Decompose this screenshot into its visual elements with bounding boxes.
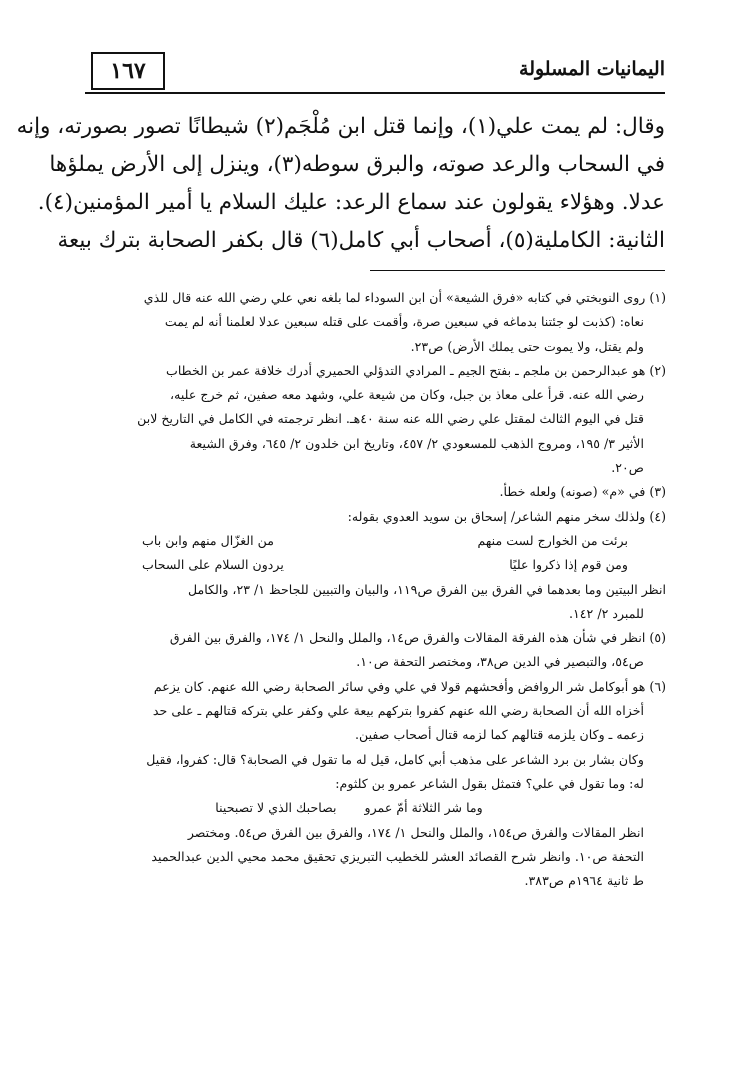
main-line: الثانية: الكاملية(٥)، أصحاب أبي كامل(٦) قال بكفر الصحابة بترك بيعة — [57, 228, 665, 253]
running-title: اليمانيات المسلولة — [519, 58, 665, 80]
footnote-line: قتل في اليوم الثالث لمقتل علي رضي الله عنه سنة ٤٠هـ. انظر ترجمته في الكامل في التاريخ لابن — [137, 411, 644, 427]
main-line: وقال: لم يمت علي(١)، وإنما قتل ابن مُلْجَم(٢) شيطانًا تصور بصورته، وإنه — [16, 114, 665, 139]
footnote-line: انظر البيتين وما بعدهما في الفرق بين الفرق ص١١٩، والبيان والتبيين للجاحظ ١/ ٢٣، والكامل — [187, 581, 666, 597]
footnote-line: نعاه: (كذبت لو جئتنا بدماغه في سبعين صرة، وأقمت على قتله سبعين عدلا لعلمنا أنه لم يمت — [164, 314, 644, 330]
footnote-line: (٥) انظر في شأن هذه الفرقة المقالات والفرق ص١٤، والملل والنحل ١/ ١٧٤، والفرق بين الفرق — [169, 630, 666, 646]
footnote-line: (١) روى النوبختي في كتابه «فرق الشيعة» أن ابن السوداء لما بلغه نعي علي رضي الله عنه قال للذي — [143, 290, 666, 305]
footnote-line: زعمه ـ وكان يلزمه قتالهم كما لزمه قتال أصحاب صفين. — [355, 727, 644, 743]
verse-line — [82, 796, 666, 820]
verse-hemistich: يردون السلام على السحاب — [142, 557, 284, 573]
footnote-line: انظر المقالات والفرق ص١٥٤، والملل والنحل ١/ ١٧٤، والفرق بين الفرق ص٥٤. ومختصر — [187, 824, 644, 840]
main-line: عدلا. وهؤلاء يقولون عند سماع الرعد: عليك السلام يا أمير المؤمنين(٤). — [37, 190, 665, 215]
footnote-line: وكان بشار بن برد الشاعر على مذهب أبي كامل، قيل له ما تقول في الصحابة؟ قال: كفروا، فقيل — [146, 751, 644, 767]
footnote-separator — [370, 270, 665, 271]
footnote-line: رضي الله عنه. قرأ على معاذ بن جبل، وكان من شيعة علي، وشهد معه صفين، ثم خرج عليه، — [170, 387, 644, 403]
footnote-line: له: وما تقول في علي؟ فتمثل بقول الشاعر عمرو بن كلثوم: — [335, 775, 644, 791]
main-line: في السحاب والرعد صوته، والبرق سوطه(٣)، وينزل إلى الأرض يملؤها — [49, 152, 665, 177]
page-header — [85, 52, 665, 94]
footnote-line: (٢) هو عبدالرحمن بن ملجم ـ بفتح الجيم ـ المرادي التدؤلي الحميري أدرك خلافة عمر بن الخطاب — [165, 362, 666, 378]
footnote-line: أخزاه الله أن الصحابة رضي الله عنهم كفروا بتركهم بيعة علي وكفر علي بتركه قتالهم ـ على حد — [152, 703, 644, 719]
footnote-line: ص٥٤، والتبصير في الدين ص٣٨، ومختصر التحفة ص١٠. — [356, 654, 644, 670]
footnote-line: (٦) هو أبوكامل شر الروافض وأفحشهم قولا في علي وفي سائر الصحابة رضي الله عنهم. كان يزعم — [153, 678, 666, 694]
verse-line — [82, 553, 666, 577]
footnote-line: (٣) في «م» (صونه) ولعله خطأ. — [499, 484, 666, 500]
footnotes — [82, 286, 666, 893]
verse-hemistich: من الغزّال منهم وابن باب — [142, 532, 274, 548]
footnote-line: للمبرد ٢/ ١٤٢. — [569, 605, 644, 621]
footnote-line: (٤) ولذلك سخر منهم الشاعر/ إسحاق بن سويد العدوي بقوله: — [347, 508, 666, 524]
footnote-line: التحفة ص١٠. وانظر شرح القصائد العشر للخطيب التبريزي تحقيق محمد محيي الدين عبدالحميد — [151, 848, 644, 864]
page-number: ١٦٧ — [91, 52, 165, 90]
footnote-line: ط ثانية ١٩٦٤م ص٣٨٣. — [524, 873, 644, 889]
verse-hemistich: بصاحبك الذي لا تصبحينا — [215, 800, 337, 816]
header-rule — [85, 92, 665, 94]
verse-line — [82, 529, 666, 553]
verse-hemistich: برئت من الخوارج لست منهم — [477, 532, 628, 548]
footnote-line: ولم يقتل، ولا يموت حتى يملك الأرض) ص٢٣. — [410, 338, 644, 354]
verse-hemistich: ومن قوم إذا ذكروا عليًا — [509, 557, 628, 573]
main-text — [16, 108, 665, 260]
footnote-line: ص٢٠. — [611, 460, 644, 476]
footnote-line: الأثير ٣/ ١٩٥، ومروج الذهب للمسعودي ٢/ ٤٥٧، وتاريخ ابن خلدون ٢/ ٦٤٥، وفرق الشيعة — [189, 435, 644, 451]
verse-hemistich: وما شر الثلاثة أمّ عمرو — [364, 800, 483, 816]
